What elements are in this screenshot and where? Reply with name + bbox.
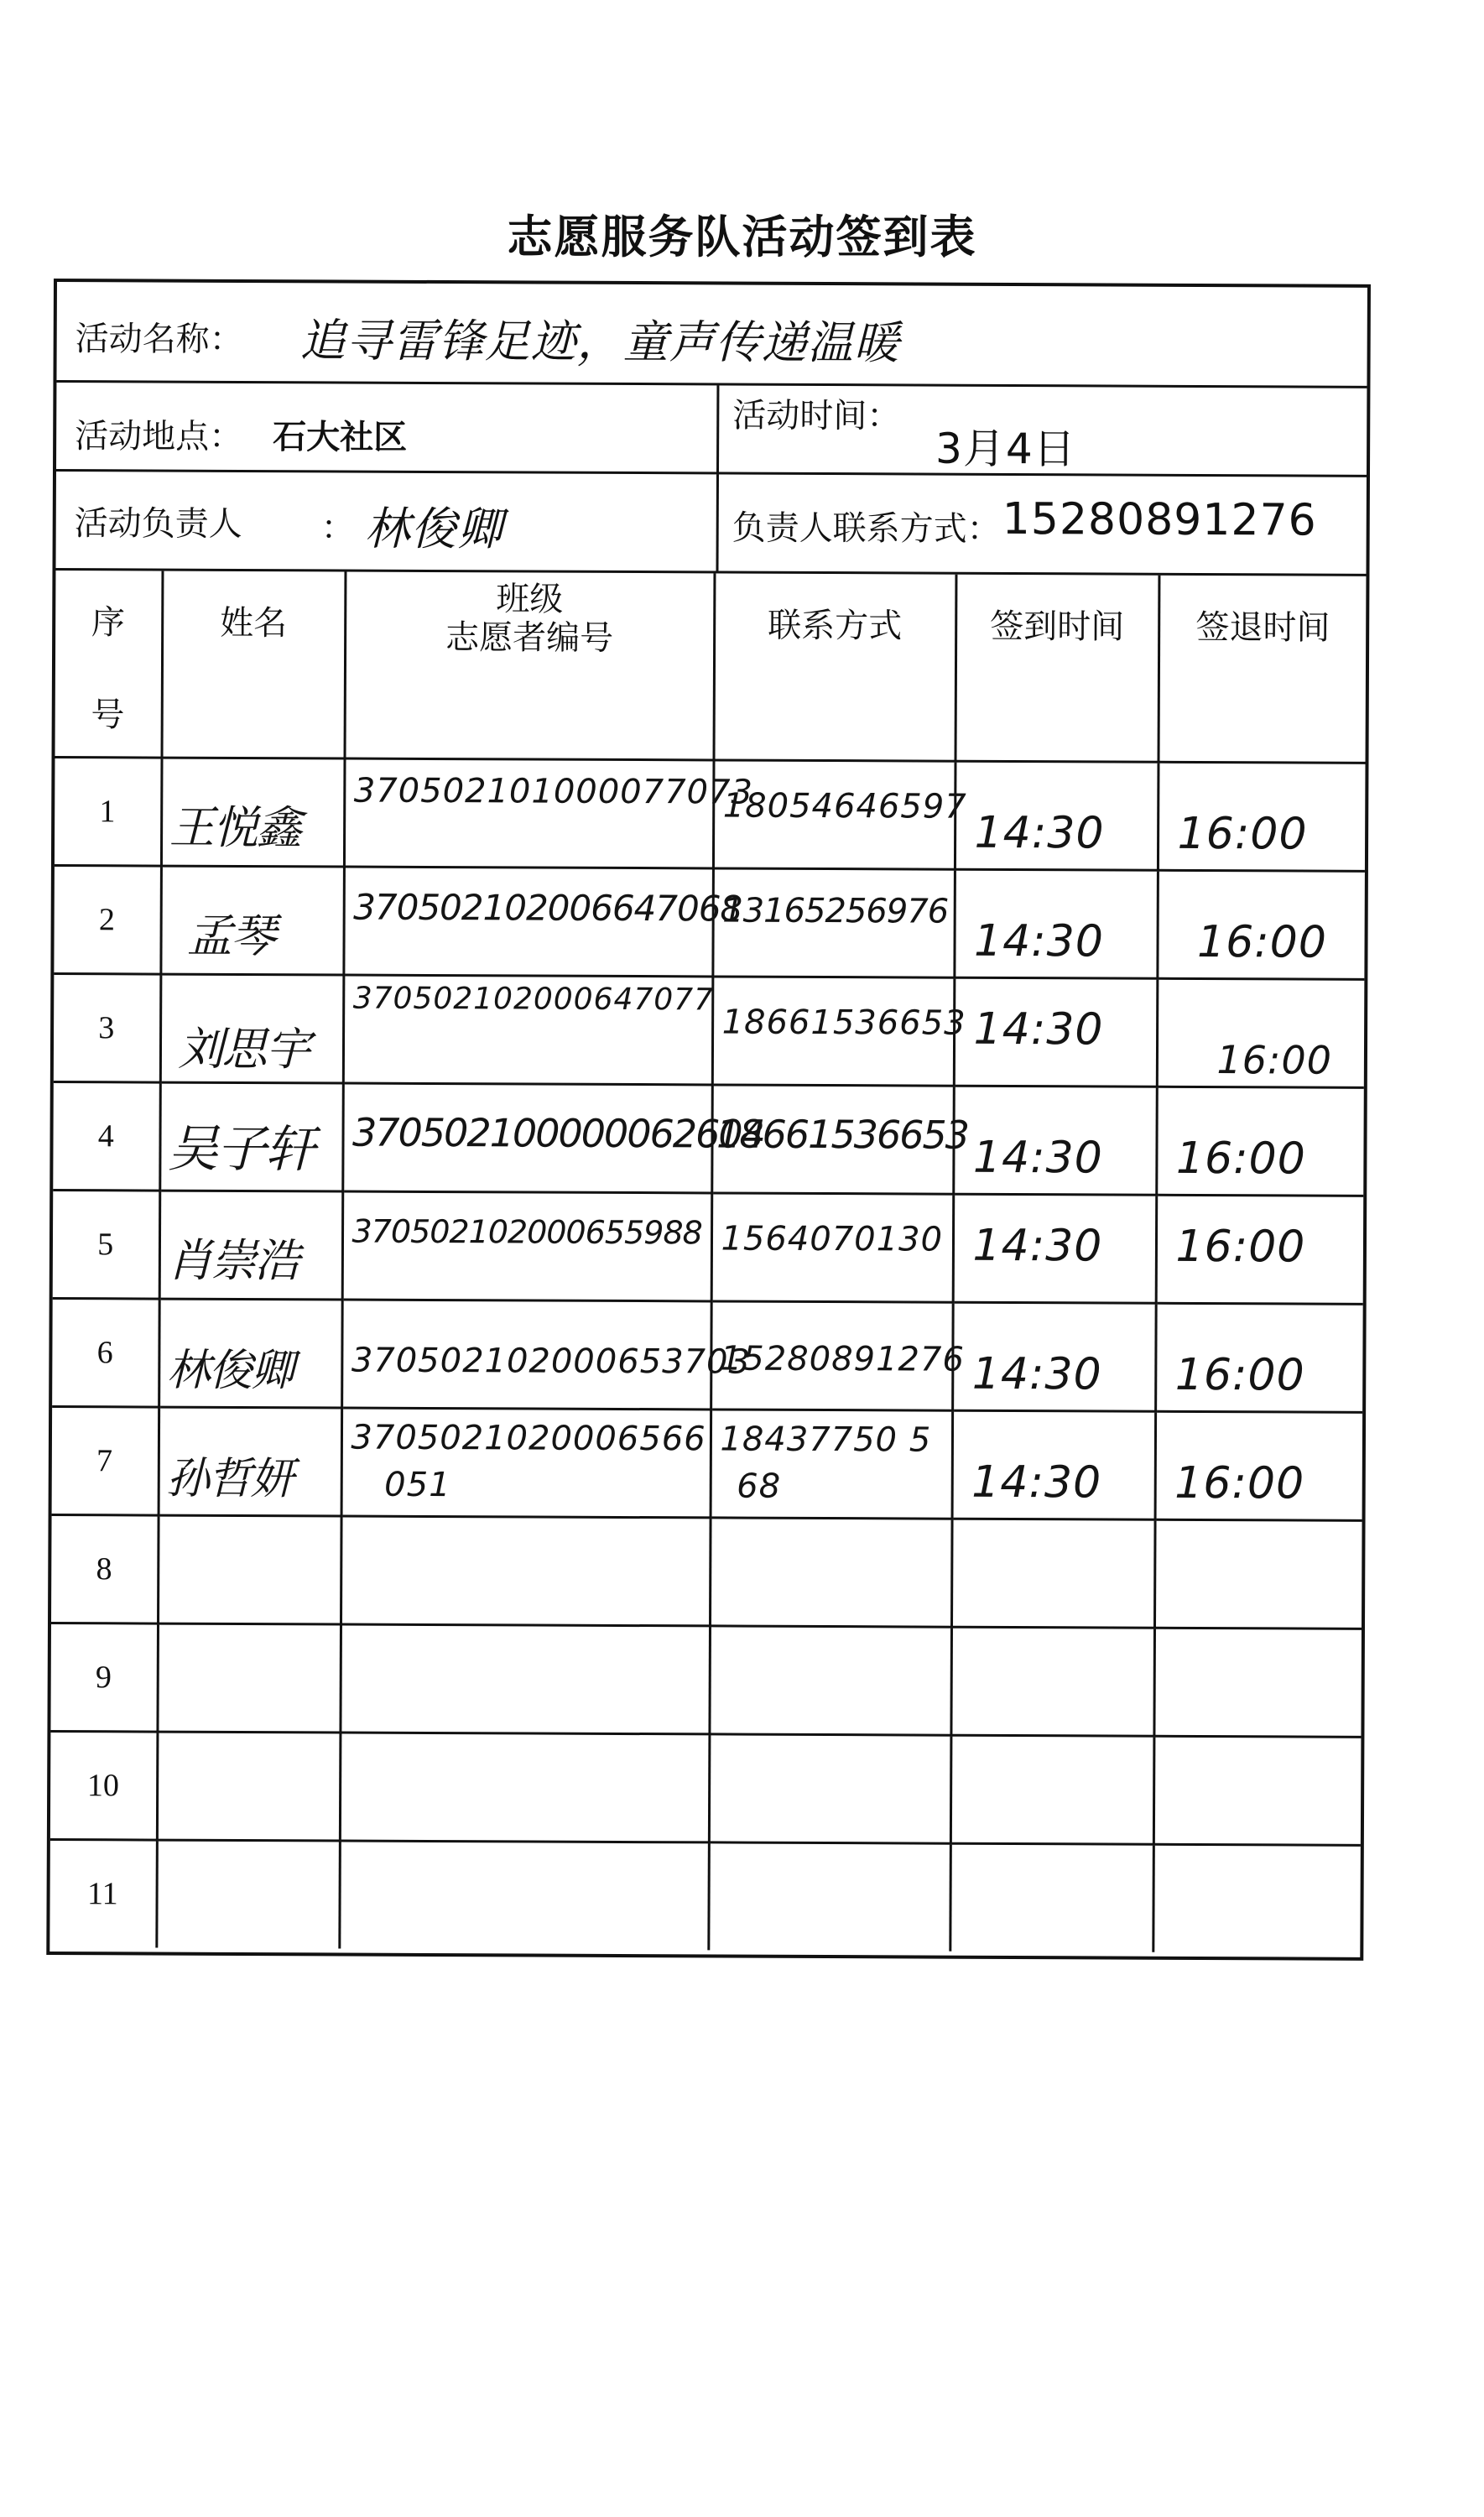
table-row <box>54 973 1365 1087</box>
checkin-cell <box>954 869 1158 978</box>
volunteer-phone-line1: 18437750 5 <box>720 1419 932 1460</box>
row-number: 8 <box>51 1514 159 1623</box>
checkout-time: 16:00 <box>1196 916 1328 968</box>
table-row <box>49 1839 1361 1953</box>
volunteer-phone: 1564070130 <box>721 1218 944 1259</box>
activity-name-label: 活动名称： <box>75 320 243 359</box>
volunteer-id: 370502102000655988 <box>351 1212 702 1251</box>
id-cell <box>339 1841 709 1951</box>
volunteer-id: 370502100000062604 <box>351 1109 764 1157</box>
leader-separator: ： <box>320 508 355 548</box>
id-cell <box>342 1191 712 1301</box>
volunteer-id: 370502102000647077 <box>352 981 715 1017</box>
index-header <box>55 571 163 758</box>
name-cell <box>157 1732 341 1841</box>
table-row <box>51 1514 1362 1628</box>
row-number: 3 <box>54 973 161 1082</box>
id-cell <box>341 1408 711 1518</box>
volunteer-name: 孟琴 <box>186 909 275 962</box>
volunteer-phone-line2: 68 <box>737 1467 782 1506</box>
table-row <box>54 865 1365 979</box>
checkin-cell <box>954 977 1158 1087</box>
volunteer-phone: 18661536653 <box>716 1110 969 1158</box>
name-cell <box>158 1515 341 1624</box>
leader-row <box>55 472 1367 576</box>
time-label: 活动时间： <box>732 396 901 436</box>
checkin-cell <box>950 1735 1154 1844</box>
id-cell <box>340 1733 710 1842</box>
checkout-cell <box>1155 1303 1363 1412</box>
index-header-line2: 号 <box>91 696 125 735</box>
checkin-cell <box>951 1519 1155 1628</box>
checkin-time: 14:30 <box>971 1457 1102 1508</box>
id-cell <box>344 758 754 868</box>
table-row <box>50 1731 1362 1845</box>
checkin-cell <box>950 1843 1153 1952</box>
phone-cell <box>711 1084 969 1193</box>
location-value: 石大社区 <box>273 417 408 457</box>
checkout-header-label: 签退时间 <box>1195 607 1330 648</box>
table-row <box>53 1081 1364 1196</box>
activity-name-value: 追寻雷锋足迹，童声传递温暖 <box>299 314 900 370</box>
volunteer-id: 370502102006647068 <box>353 886 742 930</box>
phone-cell <box>710 1517 952 1626</box>
table-row <box>55 757 1366 871</box>
id-cell <box>341 1300 752 1410</box>
checkout-header <box>1159 576 1367 763</box>
checkout-time: 16:00 <box>1174 1349 1305 1401</box>
row-number: 2 <box>54 865 161 974</box>
phone-cell <box>713 759 967 868</box>
name-cell <box>161 758 345 867</box>
row-number: 4 <box>53 1081 160 1191</box>
checkin-cell <box>955 761 1159 870</box>
phone-cell <box>712 976 966 1085</box>
row-number: 1 <box>55 757 162 866</box>
class-header <box>345 572 715 760</box>
checkout-cell <box>1156 1087 1364 1196</box>
activity-name-row <box>56 282 1367 388</box>
checkout-time: 16:00 <box>1174 1457 1305 1509</box>
name-cell <box>159 1082 343 1191</box>
phone-cell <box>712 868 955 977</box>
id-cell <box>340 1624 710 1734</box>
phone-cell <box>709 1733 951 1842</box>
name-cell <box>159 1407 342 1516</box>
checkin-cell <box>950 1627 1154 1736</box>
attendance-table <box>49 571 1366 1953</box>
id-cell <box>341 1516 711 1626</box>
checkout-cell <box>1156 1195 1364 1304</box>
volunteer-name: 孙哲妍 <box>166 1453 293 1504</box>
row-number: 6 <box>52 1298 159 1407</box>
volunteer-name: 肖崇浩 <box>167 1233 299 1287</box>
row-number: 5 <box>53 1190 160 1299</box>
volunteer-id-line1: 3705021020006566 <box>351 1418 706 1458</box>
contact-value: 15280891276 <box>1002 493 1317 546</box>
checkout-cell <box>1153 1736 1362 1845</box>
volunteer-name: 王悦鑫 <box>169 800 300 854</box>
name-cell <box>156 1840 340 1949</box>
volunteer-name: 吴子轩 <box>167 1119 315 1179</box>
form-title: 志愿服务队活动签到表 <box>507 210 977 263</box>
volunteer-name: 林俊卿 <box>166 1345 293 1396</box>
phone-cell <box>711 1192 954 1301</box>
checkout-time: 16:00 <box>1175 1221 1306 1273</box>
name-cell <box>160 974 344 1083</box>
checkin-cell <box>952 1302 1156 1411</box>
checkin-cell <box>953 1086 1157 1195</box>
row-number: 10 <box>50 1731 158 1840</box>
checkin-time: 14:30 <box>972 1132 1103 1183</box>
checkin-header-label: 签到时间 <box>990 607 1125 647</box>
phone-header <box>714 573 956 760</box>
id-cell <box>342 1083 764 1193</box>
index-header-line1: 序 <box>91 603 126 643</box>
checkout-cell <box>1157 978 1365 1087</box>
checkout-cell <box>1158 762 1366 871</box>
checkout-cell <box>1153 1628 1362 1737</box>
class-header-line2: 志愿者编号 <box>445 618 614 658</box>
leader-label: 活动负责人 <box>74 504 242 544</box>
checkin-header <box>955 575 1159 762</box>
volunteer-id-line2: 051 <box>384 1465 451 1504</box>
name-cell <box>159 1191 343 1300</box>
checkout-cell <box>1155 1411 1363 1520</box>
time-value: 3月4日 <box>935 424 1076 474</box>
table-row <box>53 1190 1364 1304</box>
checkin-cell <box>952 1410 1156 1519</box>
name-header <box>162 571 346 758</box>
checkout-cell <box>1157 870 1365 979</box>
row-divider <box>716 385 719 472</box>
checkin-time: 14:30 <box>972 1220 1103 1271</box>
id-cell <box>343 867 742 977</box>
checkout-cell <box>1153 1844 1361 1953</box>
phone-cell <box>711 1300 965 1410</box>
checkin-time: 14:30 <box>971 1348 1102 1399</box>
phone-header-label: 联系方式 <box>768 606 903 646</box>
volunteer-id: 370502102000653703 <box>351 1341 752 1382</box>
checkout-time: 16:00 <box>1216 1036 1333 1083</box>
class-header-line1: 班级 <box>496 580 564 619</box>
sign-in-sheet <box>46 279 1371 1961</box>
table-row <box>52 1298 1363 1412</box>
location-label: 活动地点： <box>75 417 243 456</box>
phone-cell <box>708 1842 950 1951</box>
checkin-time: 14:30 <box>974 807 1105 858</box>
name-cell <box>157 1623 341 1733</box>
row-number: 7 <box>52 1406 159 1515</box>
row-number: 9 <box>50 1623 158 1732</box>
contact-label: 负责人联系方式： <box>732 508 1001 549</box>
volunteer-id: 370502101000077073 <box>353 771 754 812</box>
location-time-row <box>56 383 1367 477</box>
name-cell <box>160 866 344 975</box>
name-header-label: 姓名 <box>220 603 288 644</box>
table-row <box>50 1623 1362 1737</box>
row-divider <box>716 474 719 571</box>
volunteer-phone: 18054646597 <box>722 785 967 826</box>
checkout-cell <box>1154 1519 1362 1628</box>
table-row <box>52 1406 1363 1520</box>
volunteer-phone: 15280891276 <box>720 1338 965 1379</box>
checkout-time: 16:00 <box>1177 808 1308 860</box>
volunteer-name: 刘思宇 <box>178 1022 310 1076</box>
row-number: 11 <box>49 1839 157 1948</box>
phone-cell <box>711 1409 953 1518</box>
phone-cell <box>709 1625 951 1734</box>
checkin-time: 14:30 <box>973 915 1105 967</box>
volunteer-phone: 18661536653 <box>721 1002 966 1043</box>
checkout-time: 16:00 <box>1175 1133 1306 1185</box>
volunteer-phone: 13165256976 <box>722 890 949 931</box>
id-cell <box>343 975 713 1085</box>
leader-value: 林俊卿 <box>364 502 503 556</box>
table-header-row <box>55 571 1367 763</box>
checkin-time: 14:30 <box>973 1003 1104 1055</box>
name-cell <box>159 1299 342 1408</box>
checkin-cell <box>953 1194 1157 1303</box>
